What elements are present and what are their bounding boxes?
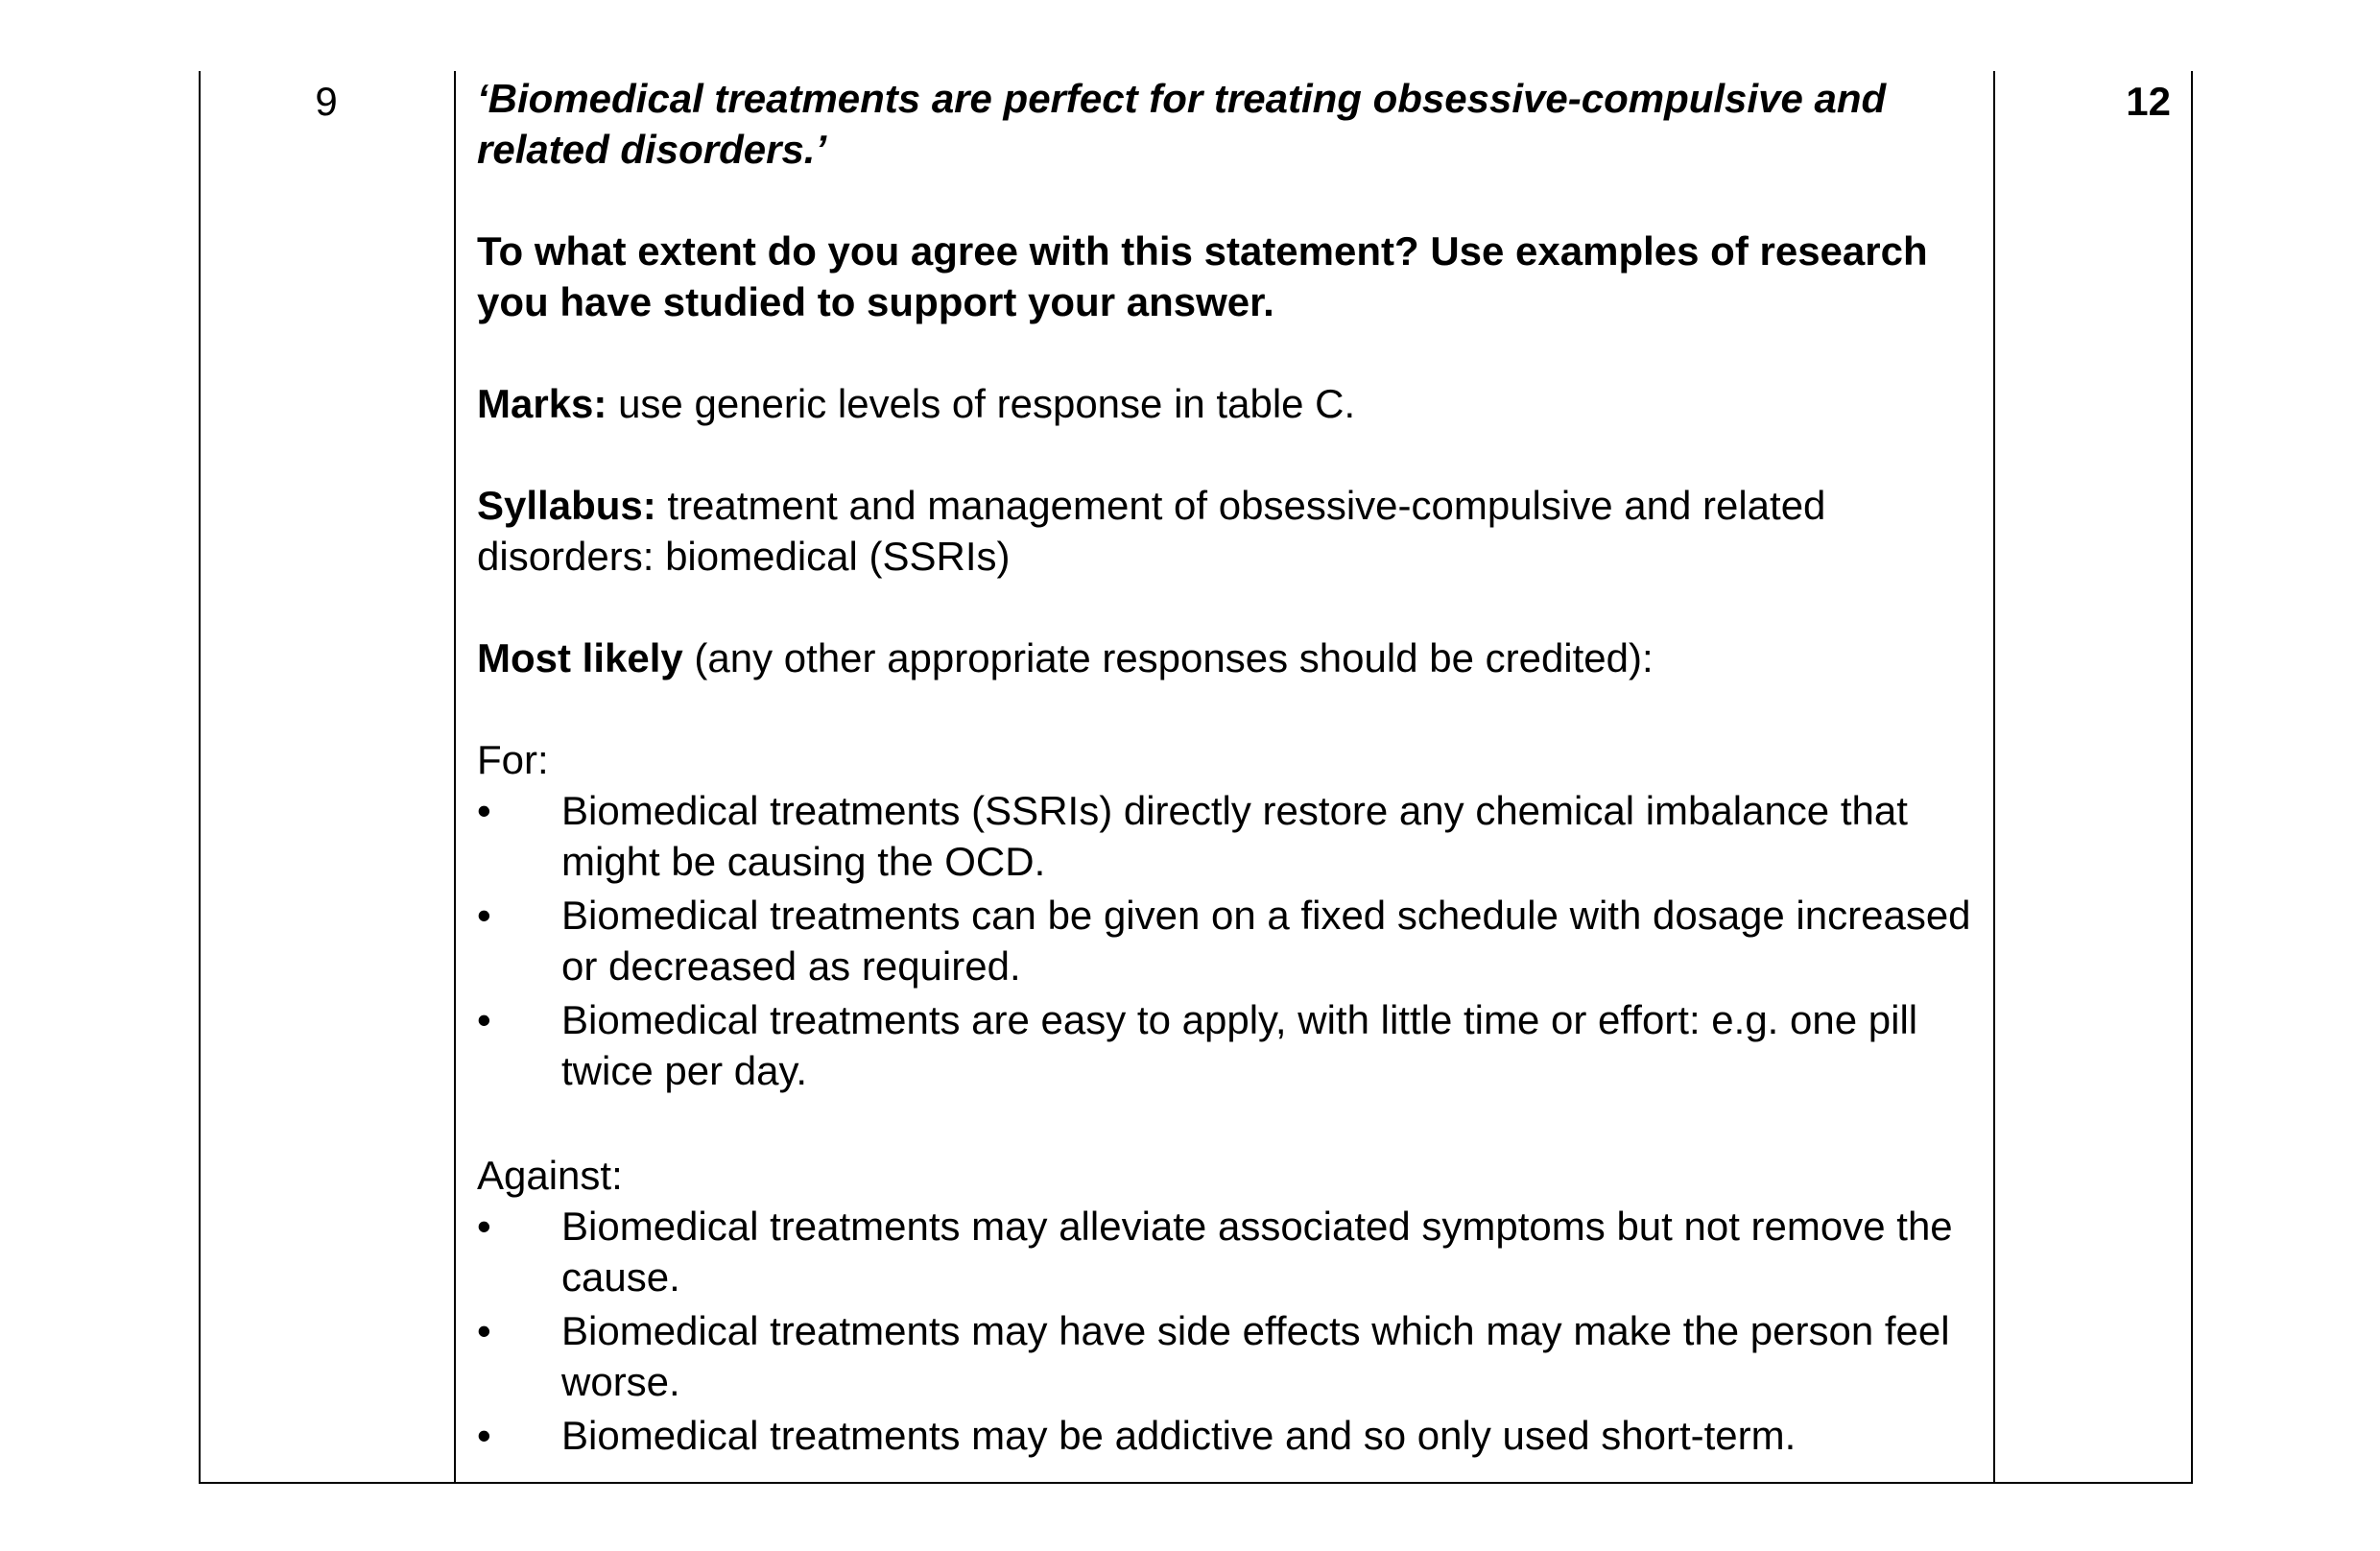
- list-item: [477, 1305, 1974, 1407]
- against-item-text: Biomedical treatments may be addictive and so only used short-term.: [561, 1413, 1797, 1458]
- table-border-col2: [1993, 71, 1995, 1484]
- question-instruction: To what extent do you agree with this statement? Use examples of research you have studied to support your answer.: [477, 228, 1928, 324]
- bullet-icon: •: [477, 997, 491, 1042]
- against-list: [477, 1201, 1974, 1461]
- most-likely-line: [477, 632, 1974, 683]
- for-item-text: Biomedical treatments can be given on a fixed schedule with dosage increased or decreased as required.: [561, 893, 1971, 989]
- marks-label: Marks:: [477, 381, 607, 426]
- syllabus-text: treatment and management of obsessive-compulsive and related disorders: biomedical (SSRIs): [477, 483, 1826, 579]
- bullet-icon: •: [477, 1413, 491, 1458]
- syllabus-label: Syllabus:: [477, 483, 656, 528]
- for-item-text: Biomedical treatments are easy to apply, with little time or effort: e.g. one pill twice per day.: [561, 997, 1918, 1093]
- list-item: [477, 994, 1974, 1096]
- list-item: [477, 1201, 1974, 1302]
- list-item: [477, 1410, 1974, 1461]
- question-marks: 12: [2126, 79, 2171, 124]
- against-item-text: Biomedical treatments may alleviate associated symptoms but not remove the cause.: [561, 1204, 1953, 1300]
- against-item-text: Biomedical treatments may have side effects which may make the person feel worse.: [561, 1308, 1950, 1404]
- bullet-icon: •: [477, 788, 491, 833]
- table-border-right: [2191, 71, 2193, 1484]
- bullet-icon: •: [477, 1204, 491, 1249]
- syllabus-line: [477, 480, 1974, 582]
- table-border-bottom: [199, 1482, 2193, 1484]
- table-border-left: [199, 71, 201, 1484]
- bullet-icon: •: [477, 1308, 491, 1353]
- for-heading: For:: [477, 737, 549, 782]
- most-likely-text: (any other appropriate responses should be credited):: [682, 635, 1654, 680]
- list-item: [477, 785, 1974, 887]
- marks-text: use generic levels of response in table C.: [607, 381, 1356, 426]
- marks-line: [477, 378, 1974, 429]
- guidance-cell: [477, 73, 1974, 1464]
- most-likely-label: Most likely: [477, 635, 683, 680]
- for-item-text: Biomedical treatments (SSRIs) directly restore any chemical imbalance that might be causing the OCD.: [561, 788, 1908, 884]
- bullet-icon: •: [477, 893, 491, 938]
- against-heading: Against:: [477, 1153, 623, 1198]
- table-border-col1: [454, 71, 456, 1484]
- question-statement: ‘Biomedical treatments are perfect for treating obsessive-compulsive and related disorders.’: [477, 76, 1887, 172]
- for-list: [477, 785, 1974, 1096]
- question-number: 9: [315, 79, 338, 124]
- list-item: [477, 890, 1974, 991]
